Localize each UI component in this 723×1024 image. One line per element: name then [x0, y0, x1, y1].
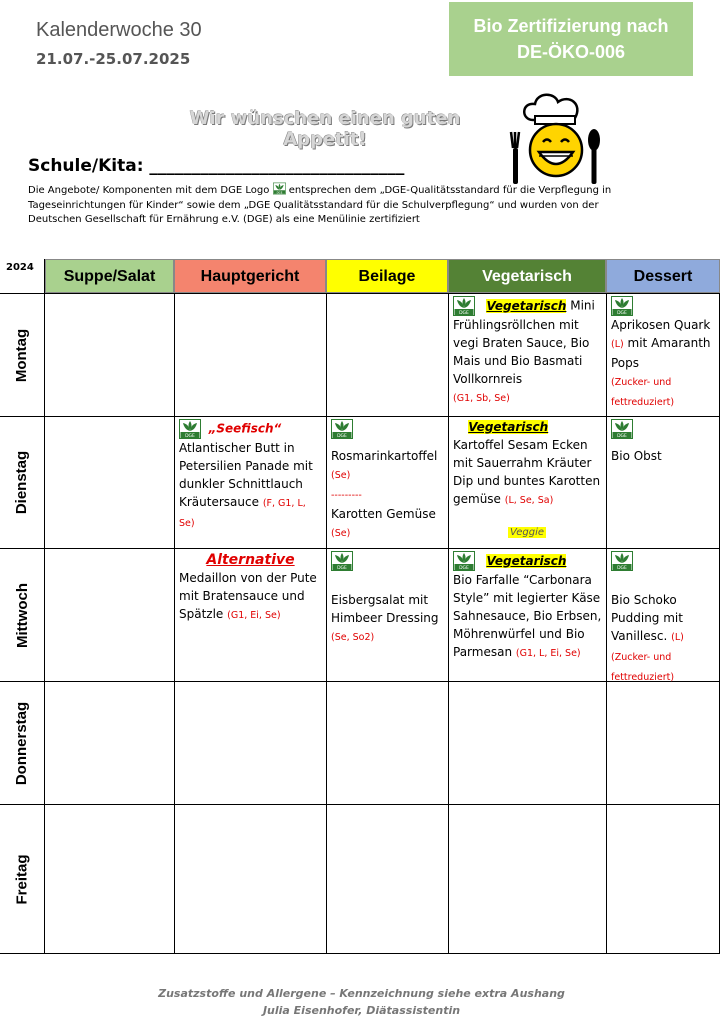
vegetarisch-tag: Vegetarisch: [468, 420, 549, 434]
day-donnerstag: [0, 682, 44, 804]
dish-text: Frühlingsröllchen mit vegi Braten Sauce, Bio Mais und Bio Basmati Vollkornreis: [453, 318, 590, 386]
row-divider: [0, 416, 720, 417]
footer-allergen-note: Zusatzstoffe und Allergene – Kennzeichnung siehe extra Aushang: [158, 987, 565, 1000]
dish-text: Bio Schoko Pudding mit Vanillesc.: [611, 593, 683, 643]
mon-dessert-cell: [607, 296, 719, 412]
day-label: Donnerstag: [13, 701, 31, 785]
appetit-heading: Wir wünschen einen guten Appetit!: [189, 108, 461, 150]
allergen-label: (L): [671, 632, 684, 643]
wed-beilage-cell: [327, 551, 448, 647]
seefisch-tag: „Seefisch“: [208, 421, 282, 436]
allergen-label: (G1, L, Ei, Se): [515, 648, 581, 659]
header-hauptgericht: Hauptgericht: [174, 259, 326, 293]
dessert-note: (Zucker- und fettreduziert): [611, 377, 675, 408]
school-field: Schule/Kita: ______________________________: [28, 156, 405, 176]
week-title: Kalenderwoche 30: [36, 19, 202, 41]
dge-disclaimer: [28, 182, 628, 228]
week-dates: 21.07.-25.07.2025: [36, 50, 191, 68]
allergen-label: (F, G1, L, Se): [179, 498, 306, 529]
dish-text: mit Amaranth Pops: [611, 336, 711, 370]
footer-author: Julia Eisenhofer, Diätassistentin: [262, 1004, 461, 1017]
tue-hauptgericht-cell: [175, 419, 326, 533]
dge-logo-icon: [179, 419, 201, 439]
dish-text: Kartoffel Sesam Ecken mit Sauerrahm Kräuter Dip und buntes Karotten gemüse: [453, 438, 601, 506]
disclaimer-text-b: entsprechen dem „DGE-Qualitätsstandard für die Verpflegung in Tageseinrichtungen für Kinder“ sowie dem „DGE Qualitätsstandard für die Schulverpflegung“ und wurden von der Deutschen Gesellschaft für Ernährung e.V. (DGE) als eine Menülinie zertifiziert: [28, 185, 612, 225]
year-label: 2024: [6, 262, 34, 273]
tue-beilage-cell: [327, 419, 448, 543]
allergen-label: (Se, So2): [331, 632, 375, 643]
wed-vegetarisch-cell: [449, 551, 606, 663]
dish-text: Bio Farfalle “Carbonara Style” mit legierter Käse Sahnesauce, Bio Erbsen, Möhrenwürfel und Bio Parmesan: [453, 573, 602, 659]
vegetarisch-tag: Vegetarisch: [486, 553, 567, 568]
certification-line-1: Bio Zertifizierung nach: [473, 16, 669, 36]
allergen-label: (L): [611, 339, 624, 350]
wed-hauptgericht-cell: [175, 551, 326, 625]
column-divider: [719, 293, 720, 954]
dish-text: Aprikosen Quark: [611, 318, 711, 332]
dge-logo-icon: [611, 296, 633, 316]
dish-text: Bio Obst: [611, 449, 662, 463]
separator: ---------: [331, 490, 362, 501]
dish-text: Medaillon von der Pute mit Bratensauce und Spätzle: [179, 571, 317, 621]
dge-logo-icon: [453, 551, 475, 571]
dish-text: Rosmarinkartoffel: [331, 449, 438, 463]
dge-logo-icon: [453, 296, 475, 316]
day-freitag: [0, 805, 44, 953]
day-label: Dienstag: [13, 450, 31, 515]
tue-dessert-cell: [607, 419, 719, 465]
wed-dessert-cell: [607, 551, 719, 687]
vegetarisch-tag: Vegetarisch: [486, 298, 567, 313]
dge-logo-icon: [331, 419, 353, 439]
header-suppe-salat: Suppe/Salat: [45, 259, 174, 293]
dessert-note: (Zucker- und fettreduziert): [611, 652, 675, 683]
allergen-label: (Se): [331, 470, 351, 481]
allergen-label: (L, Se, Sa): [504, 495, 554, 506]
dge-logo-icon: [611, 419, 633, 439]
dish-text: Mini: [566, 298, 595, 313]
allergen-label: (G1, Sb, Se): [453, 393, 510, 404]
day-label: Freitag: [13, 853, 31, 905]
certification-line-2: DE-ÖKO-006: [516, 42, 626, 62]
dish-text: Karotten Gemüse: [331, 507, 436, 521]
allergen-label: (Se): [331, 528, 351, 539]
header-vegetarisch: Vegetarisch: [448, 259, 606, 293]
row-divider: [0, 953, 720, 954]
veggie-badge: Veggie: [510, 527, 545, 538]
tue-vegetarisch-cell: [449, 418, 606, 510]
day-label: Montag: [13, 328, 31, 382]
day-montag: [0, 294, 44, 416]
row-divider: [0, 804, 720, 805]
header-beilage: Beilage: [326, 259, 448, 293]
dge-logo-icon: [273, 182, 286, 195]
day-label: Mittwoch: [13, 582, 31, 648]
mon-vegetarisch-cell: [449, 296, 606, 408]
dge-logo-icon: [611, 551, 633, 571]
dish-text: Eisbergsalat mit Himbeer Dressing: [331, 593, 439, 625]
header-dessert: Dessert: [606, 259, 720, 293]
day-mittwoch: [0, 549, 44, 681]
column-divider: [44, 259, 45, 954]
day-dienstag: [0, 417, 44, 548]
chef-smiley-icon: [503, 90, 603, 190]
certification-box: [449, 2, 693, 76]
row-divider: [0, 293, 720, 294]
dish-text: Atlantischer Butt in Petersilien Panade mit dunkler Schnittlauch Kräutersauce: [179, 441, 313, 509]
dge-logo-icon: [331, 551, 353, 571]
disclaimer-text-a: Die Angebote/ Komponenten mit dem DGE Logo: [28, 185, 270, 196]
alternative-tag: Alternative: [206, 552, 295, 568]
allergen-label: (G1, Ei, Se): [227, 610, 281, 621]
row-divider: [0, 548, 720, 549]
